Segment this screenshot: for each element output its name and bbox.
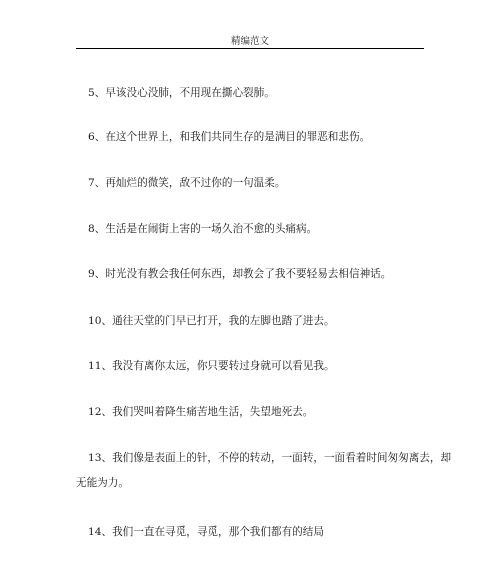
page-header-title: 精编范文 <box>230 36 269 47</box>
item-text: 5、早该没心没肺，不用现在撕心裂肺。 <box>88 87 275 99</box>
item-text: 14、我们一直在寻觅，寻觅，那个我们都有的结局 <box>88 526 324 538</box>
list-item <box>76 520 432 545</box>
list-item <box>76 446 452 496</box>
header-rule <box>76 48 424 49</box>
item-text: 8、生活是在闹街上害的一场久治不愈的头痛病。 <box>88 223 318 235</box>
item-text: 11、我没有离你太远，你只要转过身就可以看见我。 <box>88 360 335 372</box>
item-text: 13、我们像是表面上的针，不停的转动，一面转，一面看着时间匆匆离去，却 <box>88 452 452 464</box>
list-item <box>76 217 432 242</box>
list-item <box>76 262 432 287</box>
list-item <box>76 400 432 425</box>
list-item <box>76 354 432 379</box>
list-item <box>76 125 432 150</box>
item-text-continuation: 无能为力。 <box>76 477 129 489</box>
item-text: 12、我们哭叫着降生痛苦地生活，失望地死去。 <box>88 406 314 418</box>
item-text: 9、时光没有教会我任何东西，却教会了我不要轻易去相信神话。 <box>88 268 392 280</box>
item-text: 6、在这个世界上，和我们共同生存的是满目的罪恶和悲伤。 <box>88 131 371 143</box>
item-text: 10、通往天堂的门早已打开，我的左脚也踏了进去。 <box>88 315 335 327</box>
list-item <box>76 81 432 106</box>
list-item <box>76 171 432 196</box>
list-item <box>76 309 432 334</box>
item-text: 7、再灿烂的微笑，敌不过你的一句温柔。 <box>88 177 286 189</box>
